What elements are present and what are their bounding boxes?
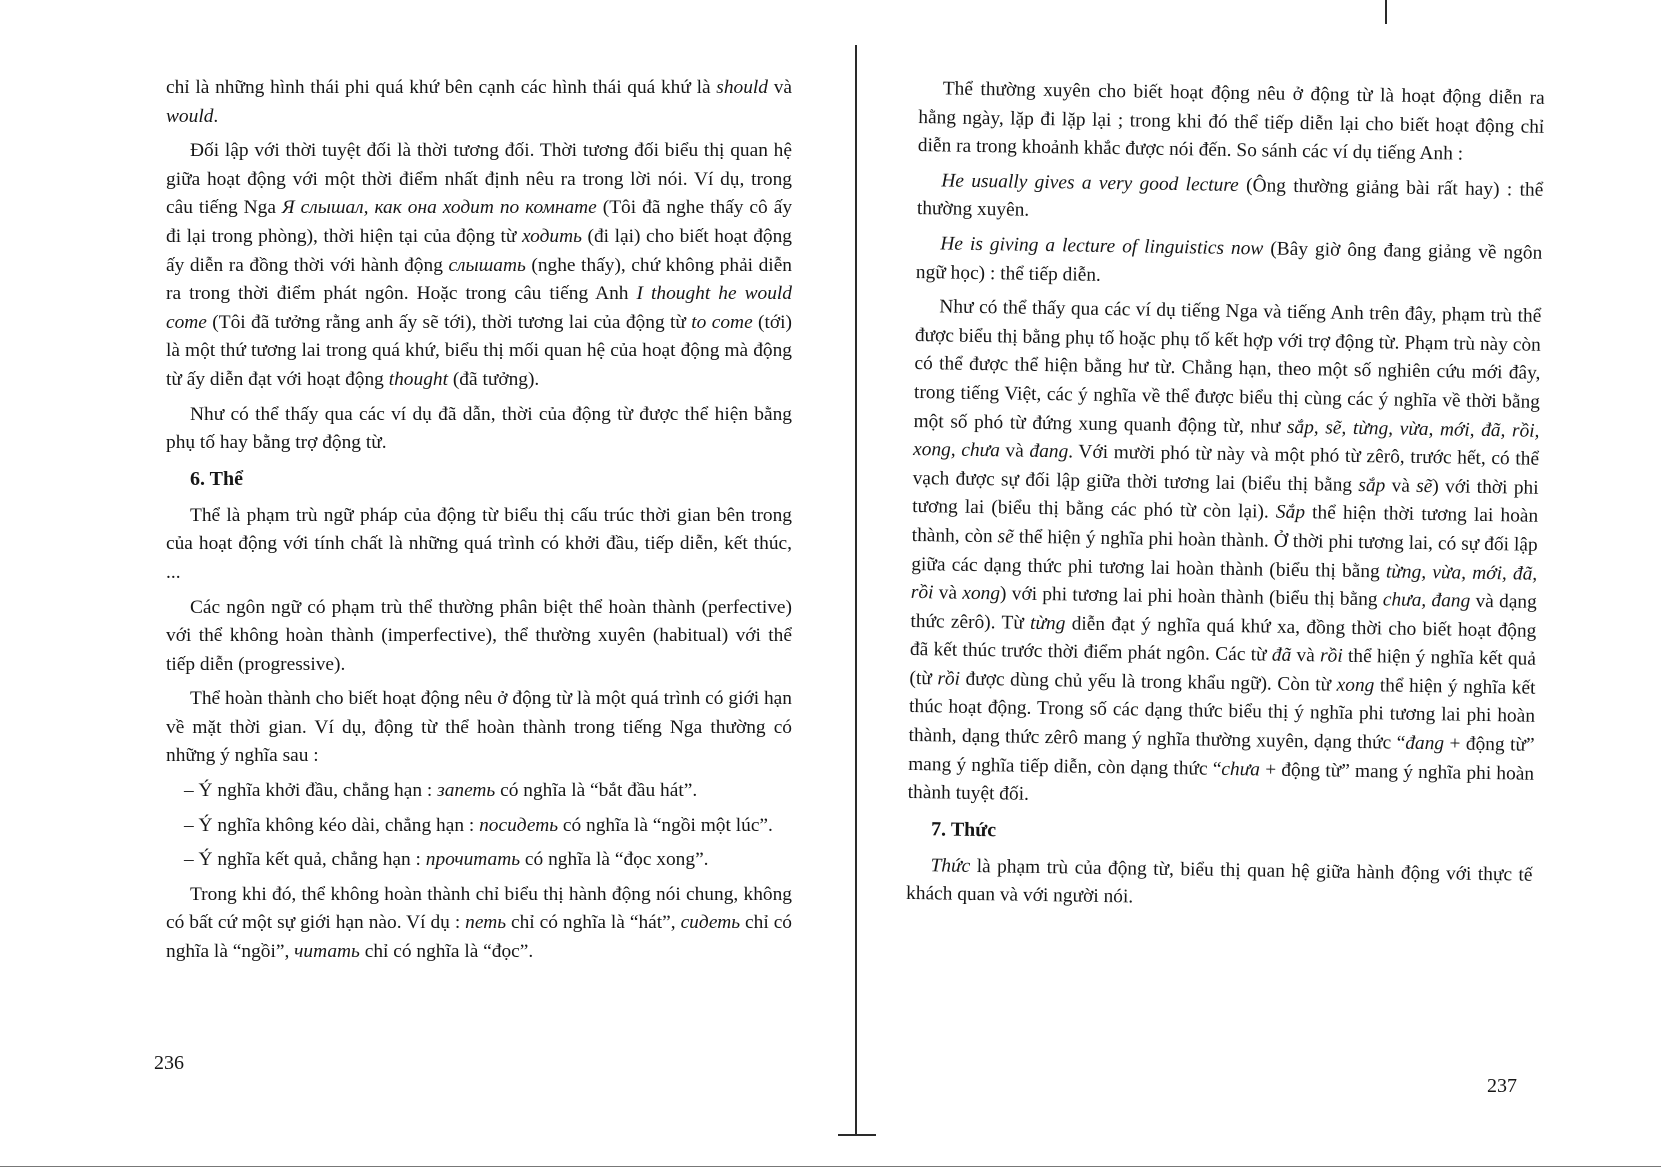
right-page — [858, 0, 1661, 1169]
page-number: 236 — [154, 1052, 184, 1074]
paragraph: Như có thể thấy qua các ví dụ tiếng Nga và tiếng Anh trên đây, phạm trù thể được biểu thị bằng phụ tố hoặc phụ tố kết hợp với trợ động từ. Phạm trù này còn có thể được thể hiện bằng hư từ. Chẳng hạn, theo một số nghiên cứu mới đây, trong tiếng Việt, các ý nghĩa về thể được biểu thị cùng các ý nghĩa về thời bằng một số phó từ đứng xung quanh động từ, như sắp, sẽ, từng, vừa, mới, đã, rồi, xong, chưa và đang. Với mười phó từ này và một phó từ zêrô, trước hết, có thể vạch được sự đối lập giữa thời tương lai (biểu thị bằng sắp và sẽ) với thời phi tương lai (biểu thị bằng các phó từ còn lại). Sắp thể hiện thời tương lai hoàn thành, còn sẽ thể hiện ý nghĩa phi hoàn thành. Ở thời phi tương lai, có sự đối lập giữa các dạng thức phi tương lai hoàn thành (biểu thị bằng từng, vừa, mới, đã, rồi và xong) với phi tương lai phi hoàn thành (biểu thị bằng chưa, đang và dạng thức zêrô). Từ từng diễn đạt ý nghĩa quá khứ xa, đồng thời cho biết hoạt động đã kết thúc trước thời điểm phát ngôn. Các từ đã và rồi thể hiện ý nghĩa kết quả (từ rồi được dùng chủ yếu là trong khẩu ngữ). Còn từ xong thể hiện ý nghĩa kết thúc hoạt động. Trong số các dạng thức biểu thị ý nghĩa phi tương lai phi hoàn thành, dạng thức zêrô mang ý nghĩa thường xuyên, dạng thức “đang + động từ” mang ý nghĩa tiếp diễn, còn dạng thức “chưa + động từ” mang ý nghĩa phi hoàn thành tuyệt đối. — [907, 296, 1542, 806]
list-item: – Ý nghĩa khởi đầu, chẳng hạn : запеть có nghĩa là “bắt đầu hát”. — [184, 780, 698, 802]
page-number: 237 — [1487, 1075, 1517, 1097]
paragraph: Thể là phạm trù ngữ pháp của động từ biểu thị cấu trúc thời gian bên trong của hoạt động với tính chất là những quá trình có khởi đầu, tiếp diễn, kết thúc, ... — [166, 504, 792, 583]
paragraph: Đối lập với thời tuyệt đối là thời tương đối. Thời tương đối biểu thị quan hệ giữa hoạt động với một thời điểm nhất định nêu ra trong lời nói. Ví dụ, trong câu tiếng Nga Я слышал, как она ходит по комнате (Tôi đã nghe thấy cô ấy đi lại trong phòng), thời hiện tại của động từ ходить (đi lại) cho biết hoạt động ấy diễn ra đồng thời với hành động слышать (nghe thấy), chứ không phải diễn ra trong thời điểm phát ngôn. Hoặc trong câu tiếng Anh I thought he would come (Tôi đã tưởng rằng anh ấy sẽ tới), thời tương lai của động từ to come (tới) là một thứ tương lai trong quá khứ, biểu thị mối quan hệ của hoạt động mà động từ ấy diễn đạt với hoạt động thought (đã tưởng). — [166, 140, 793, 390]
list-item: – Ý nghĩa không kéo dài, chẳng hạn : посидеть có nghĩa là “ngồi một lúc”. — [184, 814, 773, 836]
list-item: – Ý nghĩa kết quả, chẳng hạn : прочитать có nghĩa là “đọc xong”. — [184, 849, 709, 871]
example-sentence: He usually gives a very good lecture (Ông thường giảng bài rất hay) : thể thường xuyên. — [916, 170, 1544, 222]
left-page-text — [166, 74, 792, 973]
paragraph: Thể hoàn thành cho biết hoạt động nêu ở động từ là một quá trình có giới hạn về mặt thời gian. Ví dụ, động từ thể hoàn thành trong tiếng Nga thường có những ý nghĩa sau : — [166, 688, 792, 767]
right-page-text — [906, 75, 1545, 925]
paragraph: Như có thể thấy qua các ví dụ đã dẫn, thời của động từ được thể hiện bằng phụ tố hay bằng trợ động từ. — [166, 403, 792, 454]
paragraph: Thức là phạm trù của động từ, biểu thị quan hệ giữa hành động với thực tế khách quan và với người nói. — [905, 855, 1533, 908]
paragraph: Thể thường xuyên cho biết hoạt động nêu ở động từ là hoạt động diễn ra hằng ngày, lặp đi lặp lại ; trong khi đó thể tiếp diễn lại cho biết hoạt động chỉ diễn ra trong khoảnh khắc được nói đến. So sánh các ví dụ tiếng Anh : — [917, 78, 1545, 165]
book-spine — [855, 45, 857, 1135]
paragraph: Các ngôn ngữ có phạm trù thể thường phân biệt thể hoàn thành (perfective) với thể không hoàn thành (imperfective), thể thường xuyên (habitual) với thể tiếp diễn (progressive). — [166, 596, 792, 675]
section-heading: 7. Thức — [930, 818, 997, 842]
paragraph: Trong khi đó, thể không hoàn thành chỉ biểu thị hành động nói chung, không có bất cứ một sự giới hạn nào. Ví dụ : петь chỉ có nghĩa là “hát”, сидеть chỉ có nghĩa là “ngồi”, читать chỉ có nghĩa là “đọc”. — [166, 883, 793, 963]
paragraph: chỉ là những hình thái phi quá khứ bên cạnh các hình thái quá khứ là should và would. — [166, 77, 793, 127]
section-heading: 6. Thể — [190, 467, 243, 490]
example-sentence: He is giving a lecture of linguistics now (Bây giờ ông đang giảng về ngôn ngữ học) : thể tiếp diễn. — [915, 233, 1543, 286]
